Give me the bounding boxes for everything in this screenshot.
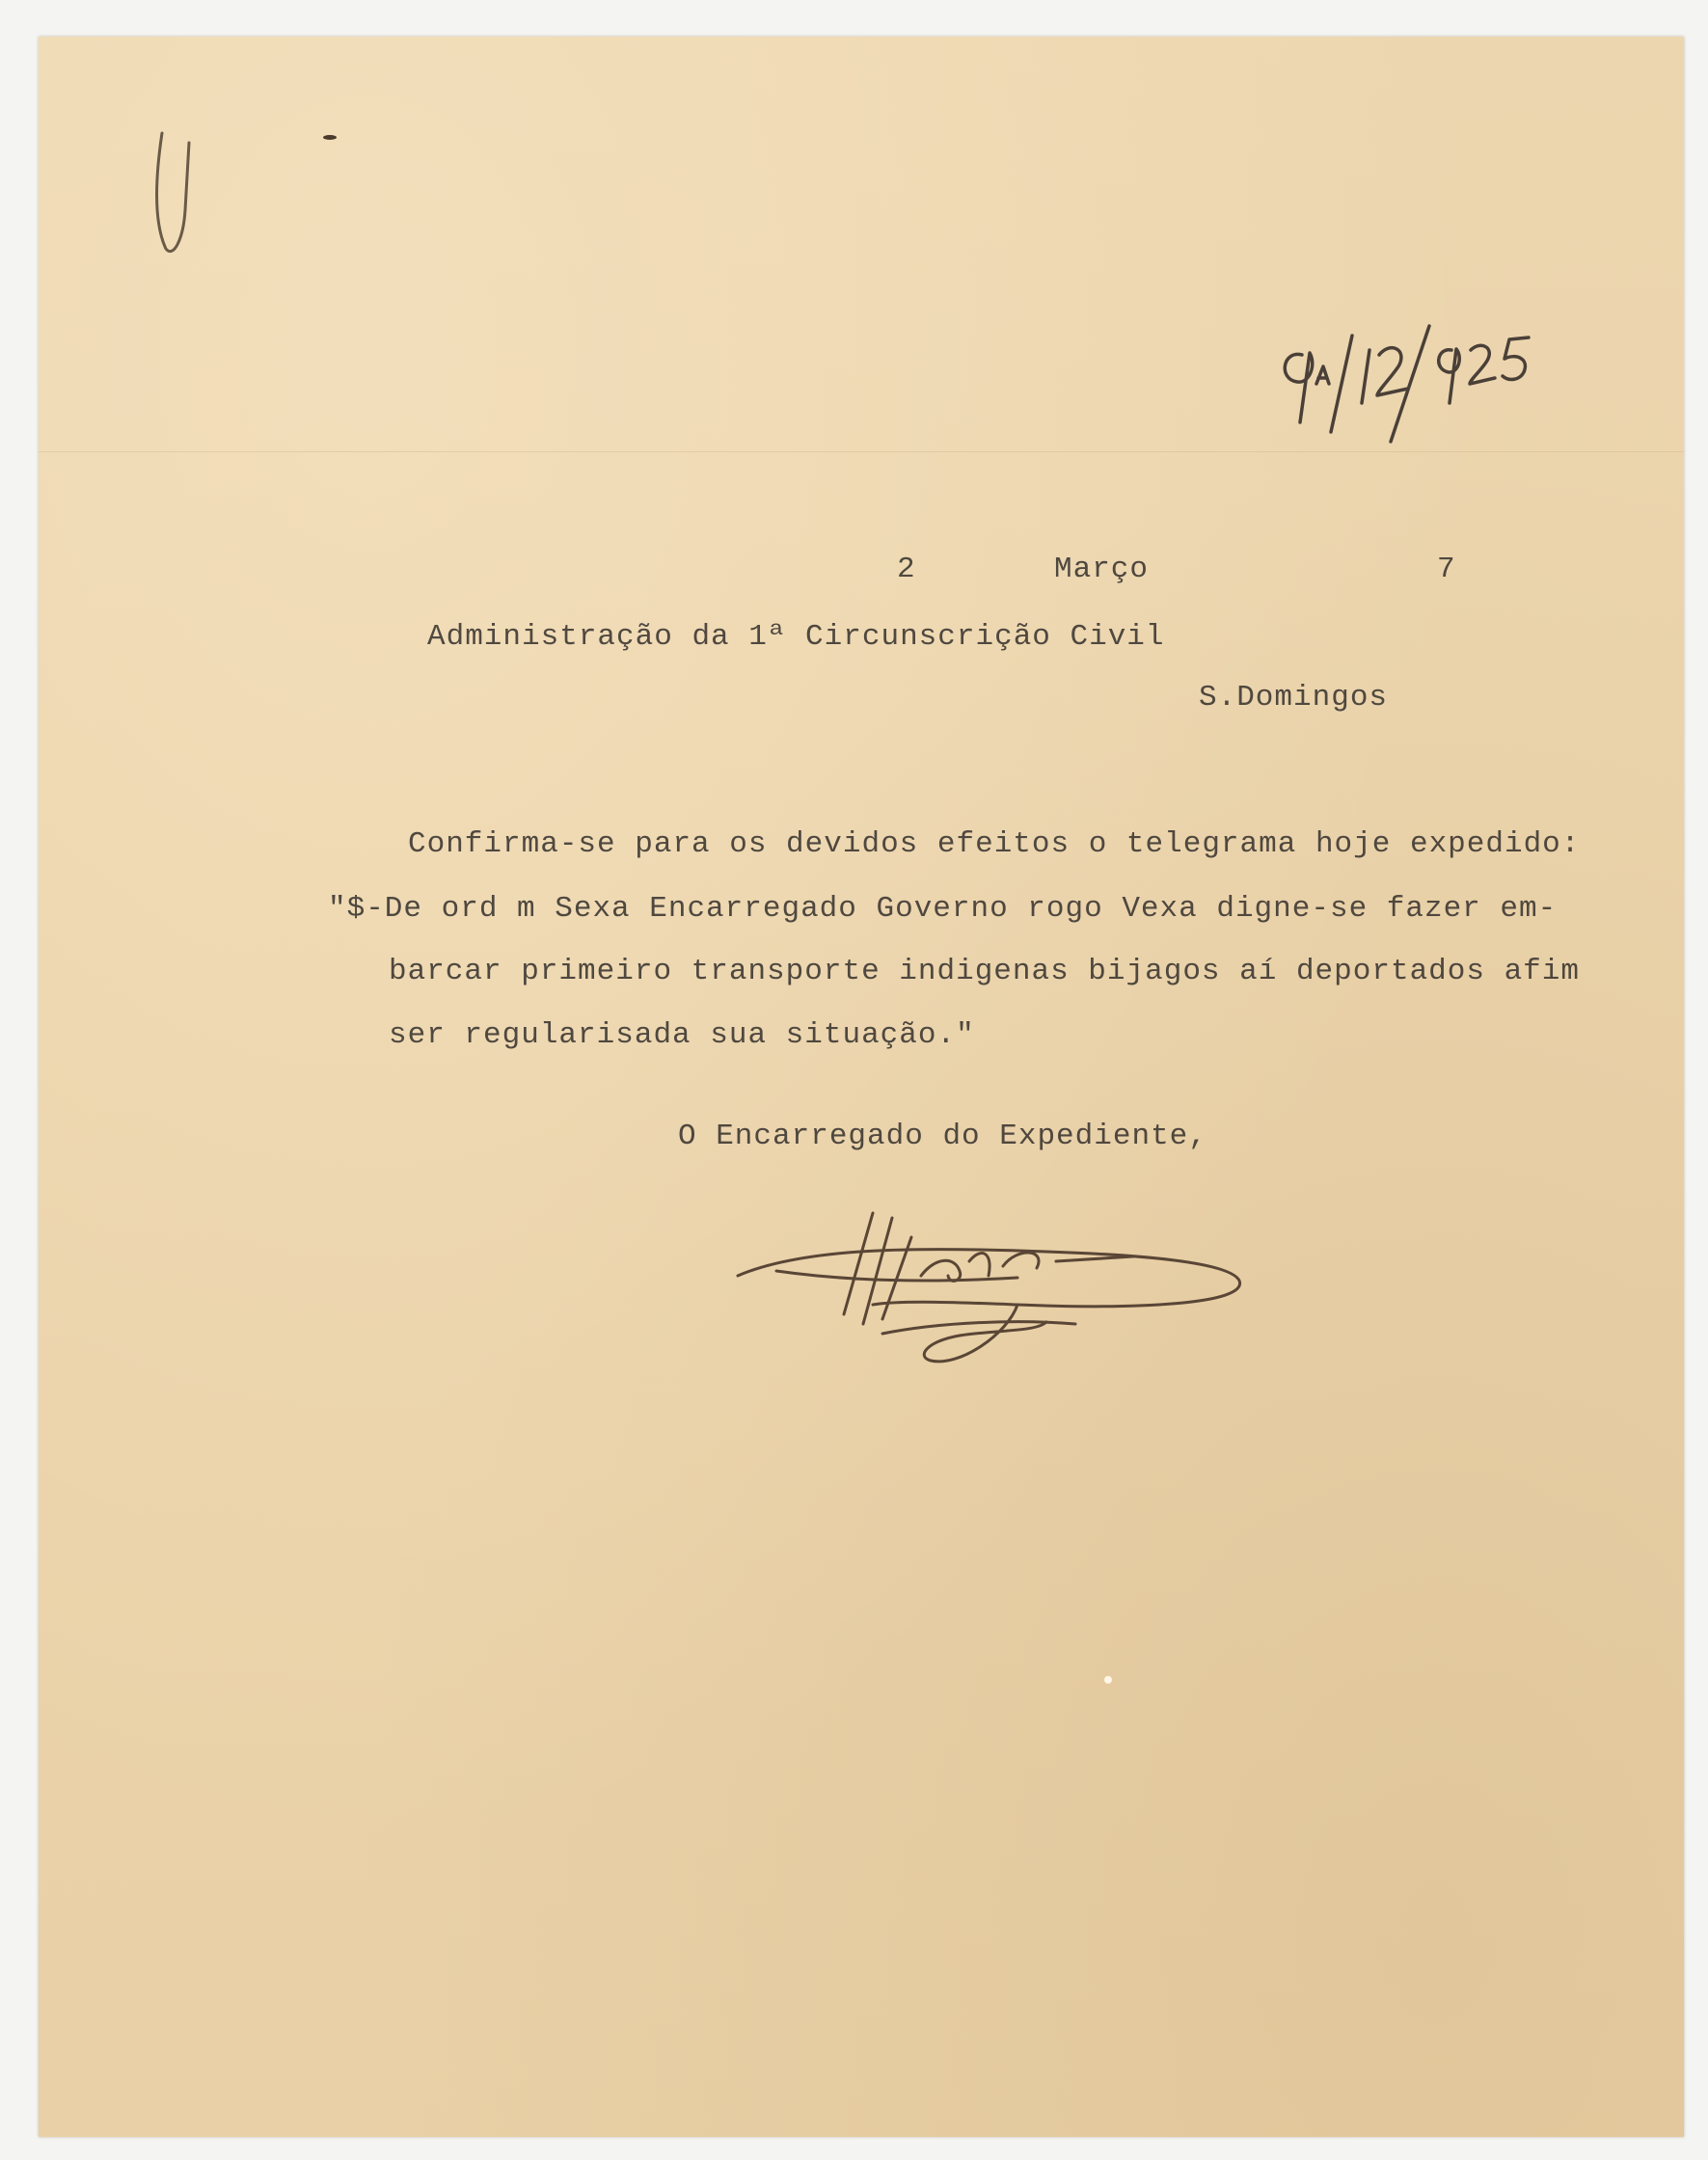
handwritten-signature: [728, 1208, 1268, 1377]
pencil-mark-icon: [145, 114, 212, 268]
paper-fold-line: [39, 451, 1684, 452]
handwritten-date: [1263, 297, 1572, 451]
date-day: 2: [897, 553, 916, 586]
sender-line: Administração da 1ª Circunscrição Civil: [427, 620, 1165, 654]
body-line: barcar primeiro transporte indigenas bijagos aí deportados afim: [389, 955, 1580, 988]
ink-dot: [323, 135, 337, 140]
ink-dot: [1104, 1676, 1112, 1684]
closing-line: O Encarregado do Expediente,: [678, 1120, 1207, 1153]
date-month: Março: [1054, 553, 1150, 586]
destination-line: S.Domingos: [1199, 681, 1389, 715]
body-line: Confirma-se para os devidos efeitos o telegrama hoje expedido:: [408, 827, 1581, 861]
body-line: "$-De ord m Sexa Encarregado Governo rogo Vexa digne-se fazer em-: [328, 892, 1558, 926]
document-page: [39, 37, 1684, 2137]
date-year: 7: [1437, 553, 1456, 586]
body-line: ser regularisada sua situação.": [389, 1018, 975, 1052]
